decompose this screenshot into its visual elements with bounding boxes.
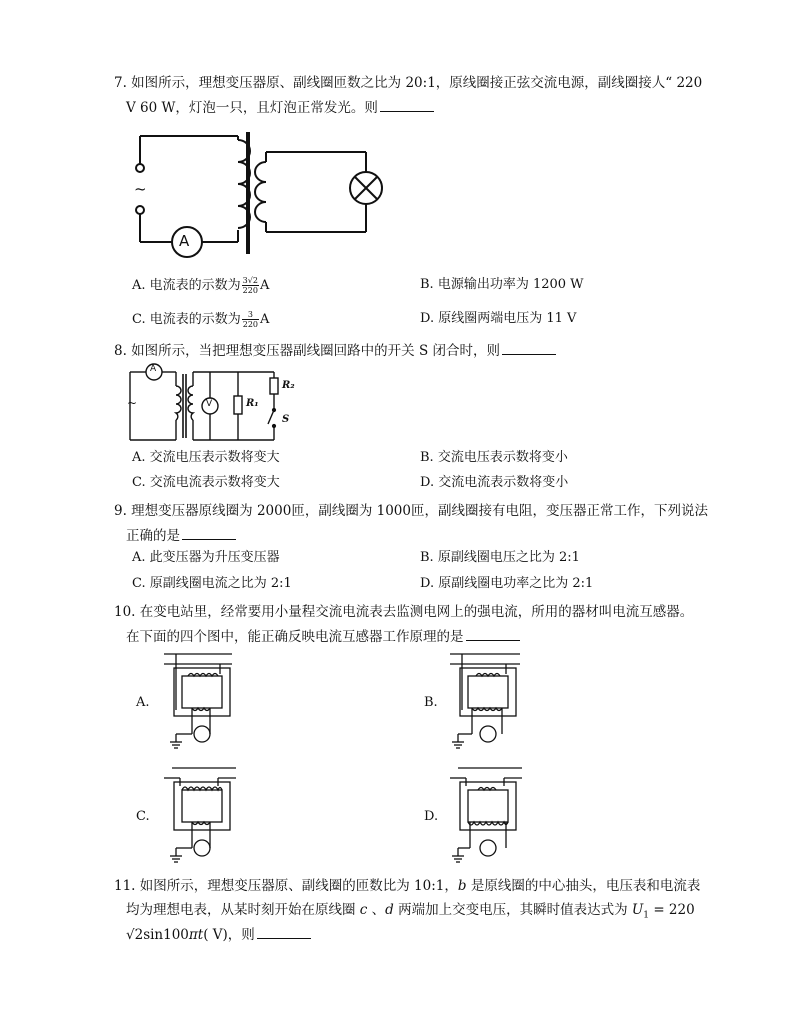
q8-option-c[interactable]: C. 交流电流表示数将变大 xyxy=(132,475,280,490)
q9-option-c[interactable]: C. 原副线圈电流之比为 2:1 xyxy=(132,576,292,591)
voltmeter-label: V xyxy=(206,399,213,409)
fraction: $\frac{3√2}{220}$ xyxy=(242,276,258,295)
q7-option-c[interactable]: C. 电流表的示数为 $\frac{3}{220}$ A xyxy=(132,310,270,329)
answer-blank xyxy=(380,98,434,112)
q7-option-b[interactable]: B. 电源输出功率为 1200 W xyxy=(420,277,584,292)
q8-option-a[interactable]: A. 交流电压表示数将变大 xyxy=(132,450,280,465)
r2-label: R₂ xyxy=(282,380,295,391)
q8-option-b[interactable]: B. 交流电压表示数将变小 xyxy=(420,450,568,465)
q10-option-a[interactable]: A. xyxy=(136,695,150,710)
q10-option-c[interactable]: C. xyxy=(136,809,150,824)
q8-option-d[interactable]: D. 交流电流表示数将变小 xyxy=(420,475,569,490)
ammeter-label: A xyxy=(150,364,157,374)
q9-stem-line1: 9. 理想变压器原线圈为 2000匝，副线圈为 1000匝，副线圈接有电阻，变压器正常工作，下列说法 xyxy=(114,503,708,519)
ac-source-symbol: ~ xyxy=(127,396,138,410)
q9-option-b[interactable]: B. 原副线圈电压之比为 2:1 xyxy=(420,550,580,565)
q11-stem-line3: √2sin100πt( V)，则 xyxy=(126,925,311,944)
q11-stem-line2: 均为理想电表，从某时刻开始在原线圈 c 、d 两端加上交变电压，其瞬时值表达式为 $U_1 = 220$ xyxy=(126,902,695,921)
q7-transformer-circuit xyxy=(126,124,396,264)
q7-option-d[interactable]: D. 原线圈两端电压为 11 V xyxy=(420,311,577,326)
q7-stem-line1: 7. 如图所示，理想变压器原、副线圈匝数之比为 20:1，原线圈接正弦交流电源，副线圈接人“ 220 xyxy=(114,75,703,91)
answer-blank xyxy=(182,526,236,540)
q7-stem-line2: V 60 W，灯泡一只，且灯泡正常发光。则 xyxy=(126,98,434,117)
q7-option-a[interactable]: A. 电流表的示数为 $\frac{3√2}{220}$ A xyxy=(132,276,270,295)
q10-diagram-b xyxy=(448,650,528,750)
q10-diagram-c xyxy=(162,764,242,864)
q10-stem-line2: 在下面的四个图中，能正确反映电流互感器工作原理的是 xyxy=(126,627,520,646)
r1-label: R₁ xyxy=(246,398,259,409)
q9-option-d[interactable]: D. 原副线圈电功率之比为 2:1 xyxy=(420,576,594,591)
q10-option-d[interactable]: D. xyxy=(424,809,439,824)
ammeter-label: A xyxy=(179,232,190,250)
q9-stem-line2: 正确的是 xyxy=(126,526,236,545)
q10-diagram-d xyxy=(448,764,528,864)
q10-diagram-a xyxy=(162,650,242,750)
switch-label: S xyxy=(282,414,290,425)
q9-option-a[interactable]: A. 此变压器为升压变压器 xyxy=(132,550,280,565)
ac-source-symbol: ~ xyxy=(134,180,147,198)
q8-stem-line1: 8. 如图所示，当把理想变压器副线圈回路中的开关 S 闭合时，则 xyxy=(114,341,556,360)
q11-stem-line1: 11. 如图所示，理想变压器原、副线圈的匝数比为 10:1，b 是原线圈的中心抽头，电压表和电流表 xyxy=(114,878,701,894)
answer-blank xyxy=(502,341,556,355)
q10-option-b[interactable]: B. xyxy=(424,695,438,710)
answer-blank xyxy=(257,925,311,939)
q10-stem-line1: 10. 在变电站里，经常要用小量程交流电流表去监测电网上的强电流，所用的器材叫电流互感器。 xyxy=(114,604,694,620)
answer-blank xyxy=(466,627,520,641)
fraction: $\frac{3}{220}$ xyxy=(242,310,259,329)
q8-transformer-circuit xyxy=(126,362,306,444)
